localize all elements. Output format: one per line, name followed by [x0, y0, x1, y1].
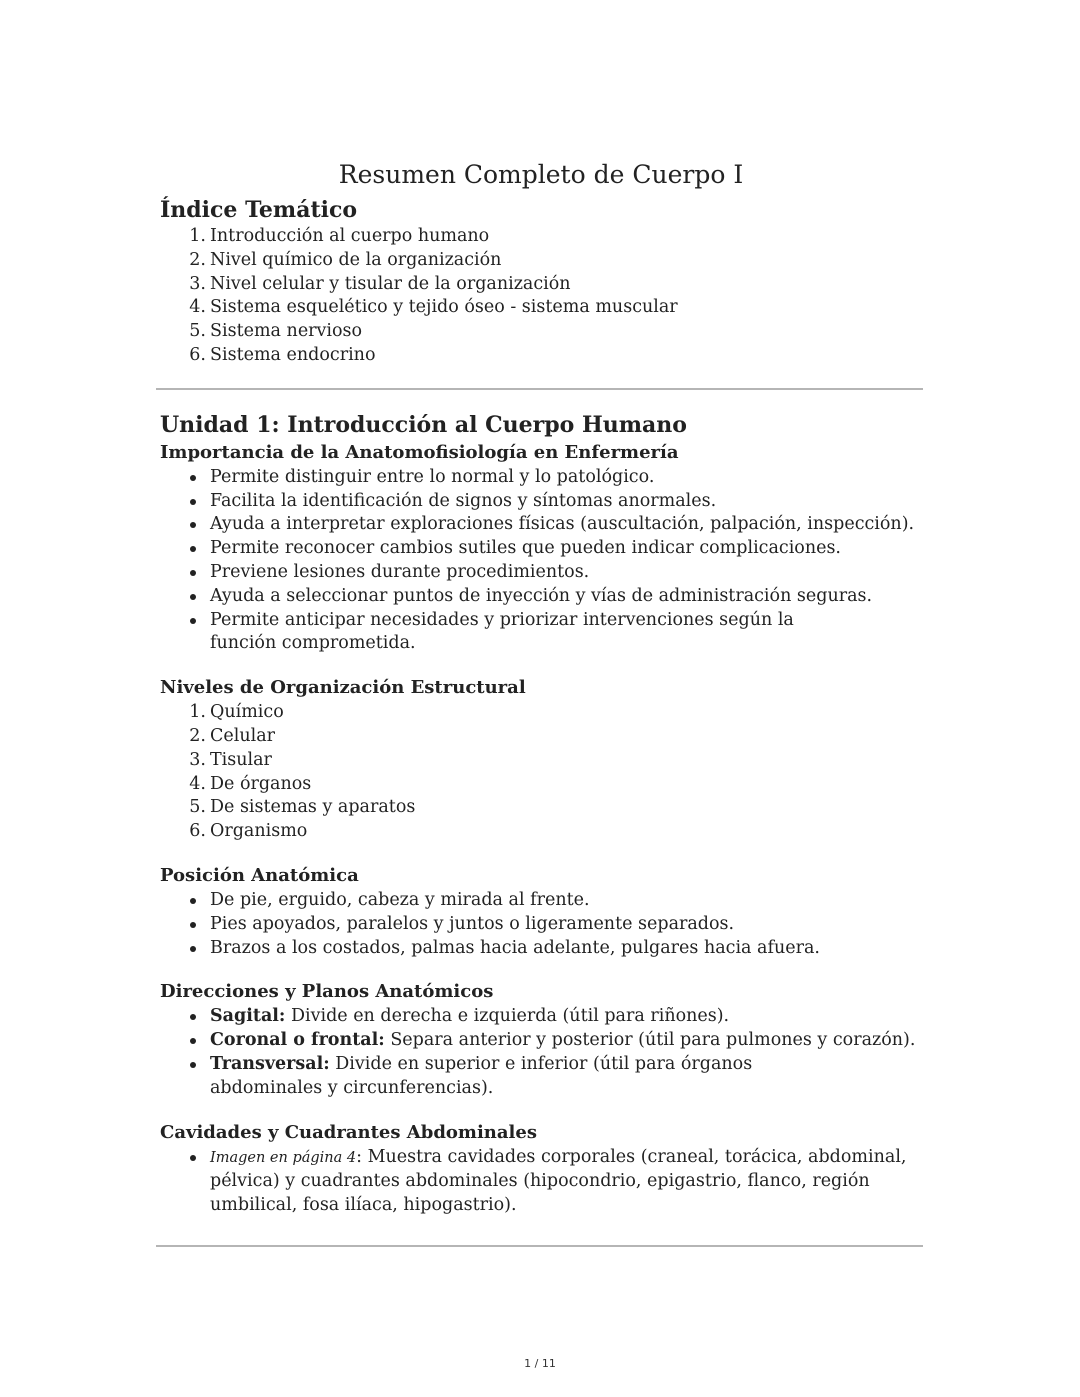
list-item: Permite distinguir entre lo normal y lo patológico.	[160, 466, 922, 490]
document-title: Resumen Completo de Cuerpo I	[338, 160, 744, 189]
list-item: Coronal o frontal: Separa anterior y posterior (útil para pulmones y corazón).	[160, 1029, 922, 1053]
planes-heading: Direcciones y Planos Anatómicos	[160, 981, 494, 1003]
list-item: Ayuda a interpretar exploraciones físicas (auscultación, palpación, inspección).	[160, 513, 922, 537]
list-item: 4. Sistema esquelético y tejido óseo - sistema muscular	[189, 297, 678, 318]
list-item: 3. Nivel celular y tisular de la organización	[189, 273, 571, 294]
list-item: Previene lesiones durante procedimientos.	[160, 561, 922, 585]
list-item: 5. De sistemas y aparatos	[189, 797, 416, 818]
page-number: 1 / 11	[524, 1357, 556, 1370]
index-heading: Índice Temático	[160, 197, 358, 223]
levels-list	[160, 701, 922, 844]
index-list	[160, 225, 922, 368]
planes-list	[160, 1005, 922, 1100]
list-item: 1. Químico	[189, 702, 284, 723]
section-divider	[156, 1245, 923, 1247]
list-item: Imagen en página 4: Muestra cavidades corporales (craneal, torácica, abdominal, pélvica) y cuadrantes abdominales (hipocondrio, epigastrio, flanco, región umbilical, fosa ilíaca, hipogastrio).	[160, 1146, 922, 1218]
cavities-heading: Cavidades y Cuadrantes Abdominales	[160, 1121, 537, 1143]
list-item: Permite anticipar necesidades y priorizar intervenciones según la función comprometida.	[160, 609, 922, 657]
list-item: 4. De órganos	[189, 773, 312, 794]
cavities-list	[160, 1146, 922, 1218]
importance-list	[160, 466, 922, 656]
list-item: Sagital: Divide en derecha e izquierda (útil para riñones).	[160, 1005, 922, 1029]
importance-heading: Importancia de la Anatomofisiología en Enfermería	[160, 441, 679, 463]
list-item: 1. Introducción al cuerpo humano	[189, 226, 490, 246]
list-item: 2. Nivel químico de la organización	[189, 249, 502, 270]
list-item: De pie, erguido, cabeza y mirada al frente.	[160, 889, 922, 913]
list-item: 3. Tisular	[189, 749, 272, 770]
list-item: Transversal: Divide en superior e inferior (útil para órganos abdominales y circunferencias).	[160, 1053, 922, 1101]
image-reference: Imagen en página 4	[210, 1149, 357, 1166]
list-item: 6. Organismo	[189, 821, 308, 842]
list-item: 2. Celular	[189, 725, 276, 746]
list-item: Facilita la identificación de signos y síntomas anormales.	[160, 490, 922, 514]
position-heading: Posición Anatómica	[160, 864, 359, 886]
list-item: Pies apoyados, paralelos y juntos o ligeramente separados.	[160, 913, 922, 937]
list-item: 5. Sistema nervioso	[189, 321, 363, 342]
list-item: Ayuda a seleccionar puntos de inyección y vías de administración seguras.	[160, 585, 922, 609]
levels-heading: Niveles de Organización Estructural	[160, 677, 526, 699]
unit1-heading: Unidad 1: Introducción al Cuerpo Humano	[160, 411, 687, 438]
list-item: Brazos a los costados, palmas hacia adelante, pulgares hacia afuera.	[160, 937, 922, 961]
section-divider	[156, 388, 923, 390]
position-list	[160, 889, 922, 960]
list-item: 6. Sistema endocrino	[189, 344, 376, 365]
page-content	[160, 158, 922, 1218]
list-item: Permite reconocer cambios sutiles que pueden indicar complicaciones.	[160, 537, 922, 561]
